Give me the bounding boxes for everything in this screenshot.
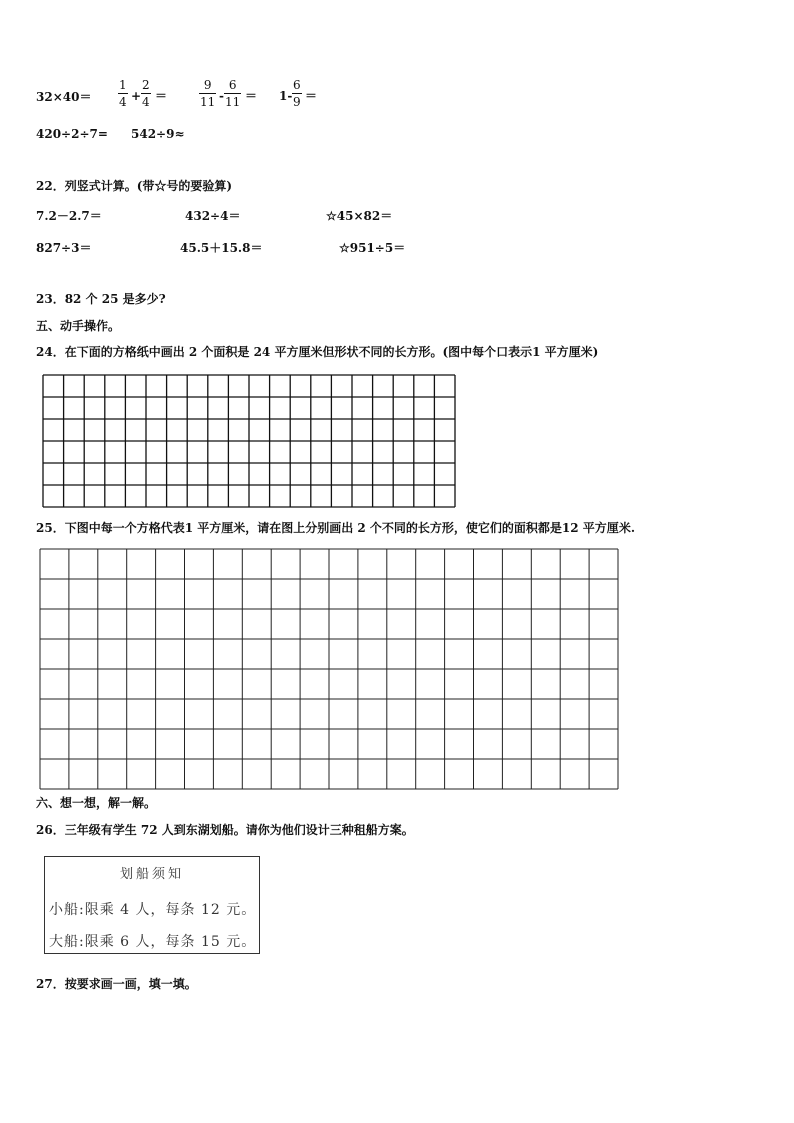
notice-small-boat: 小船:限乘 4 人，每条 12 元。 (49, 902, 257, 918)
q22-item-2: 432÷4＝ (185, 209, 241, 223)
fraction-bar (141, 93, 151, 94)
fraction-6-9 (292, 78, 302, 109)
calc-item-32x40: 32×40＝ (36, 90, 92, 104)
q22-item-1: 7.2－2.7＝ (36, 209, 102, 223)
fraction-numerator: 1 (119, 78, 127, 92)
fraction-2-4 (141, 78, 151, 109)
question-23-title: 23．82 个 25 是多少? (36, 292, 166, 306)
grid-paper-q24[interactable] (42, 374, 456, 508)
fraction-denominator: 4 (142, 95, 150, 109)
q22-item-5: 45.5＋15.8＝ (180, 241, 263, 255)
fraction-1-4 (118, 78, 128, 109)
fraction-denominator: 11 (225, 95, 241, 109)
equals-sign: ＝ (245, 89, 258, 103)
fraction-9-11 (199, 78, 216, 109)
fraction-denominator: 9 (293, 95, 301, 109)
grid-paper-q25[interactable] (39, 548, 619, 790)
question-24-title: 24．在下面的方格纸中画出 2 个面积是 24 平方厘米但形状不同的长方形。(图中每个口表示1 平方厘米) (36, 345, 599, 359)
q22-item-6: ☆951÷5＝ (339, 241, 406, 255)
calc-item-420-div: 420÷2÷7= (36, 127, 108, 141)
fraction-bar (199, 93, 216, 94)
fraction-bar (224, 93, 241, 94)
question-25-title: 25．下图中每一个方格代表1 平方厘米，请在图上分别画出 2 个不同的长方形，使它们的面积都是12 平方厘米. (36, 521, 635, 535)
fraction-bar (292, 93, 302, 94)
equals-sign: ＝ (155, 89, 168, 103)
notice-big-boat: 大船:限乘 6 人，每条 15 元。 (49, 934, 257, 950)
fraction-numerator: 6 (228, 78, 237, 92)
q22-item-4: 827÷3＝ (36, 241, 92, 255)
fraction-denominator: 11 (200, 95, 216, 109)
section-5-title: 五、动手操作。 (36, 319, 121, 333)
q22-item-3: ☆45×82＝ (326, 209, 393, 223)
question-27-title: 27．按要求画一画，填一填。 (36, 977, 197, 991)
fraction-numerator: 9 (203, 78, 212, 92)
fraction-numerator: 2 (142, 78, 150, 92)
one-minus: 1- (279, 89, 293, 103)
question-26-title: 26．三年级有学生 72 人到东湖划船。请你为他们设计三种租船方案。 (36, 823, 414, 837)
fraction-6-11 (224, 78, 241, 109)
fraction-numerator: 6 (293, 78, 301, 92)
fraction-denominator: 4 (119, 95, 127, 109)
minus-sign: - (219, 89, 224, 103)
calc-item-542-div: 542÷9≈ (131, 127, 185, 141)
fraction-bar (118, 93, 128, 94)
notice-title: 划船须知 (119, 867, 184, 882)
equals-sign: ＝ (305, 89, 318, 103)
question-22-title: 22．列竖式计算。(带☆号的要验算) (36, 179, 233, 193)
plus-sign: + (131, 89, 142, 103)
boating-notice-box (44, 856, 260, 954)
section-6-title: 六、想一想，解一解。 (36, 796, 157, 810)
